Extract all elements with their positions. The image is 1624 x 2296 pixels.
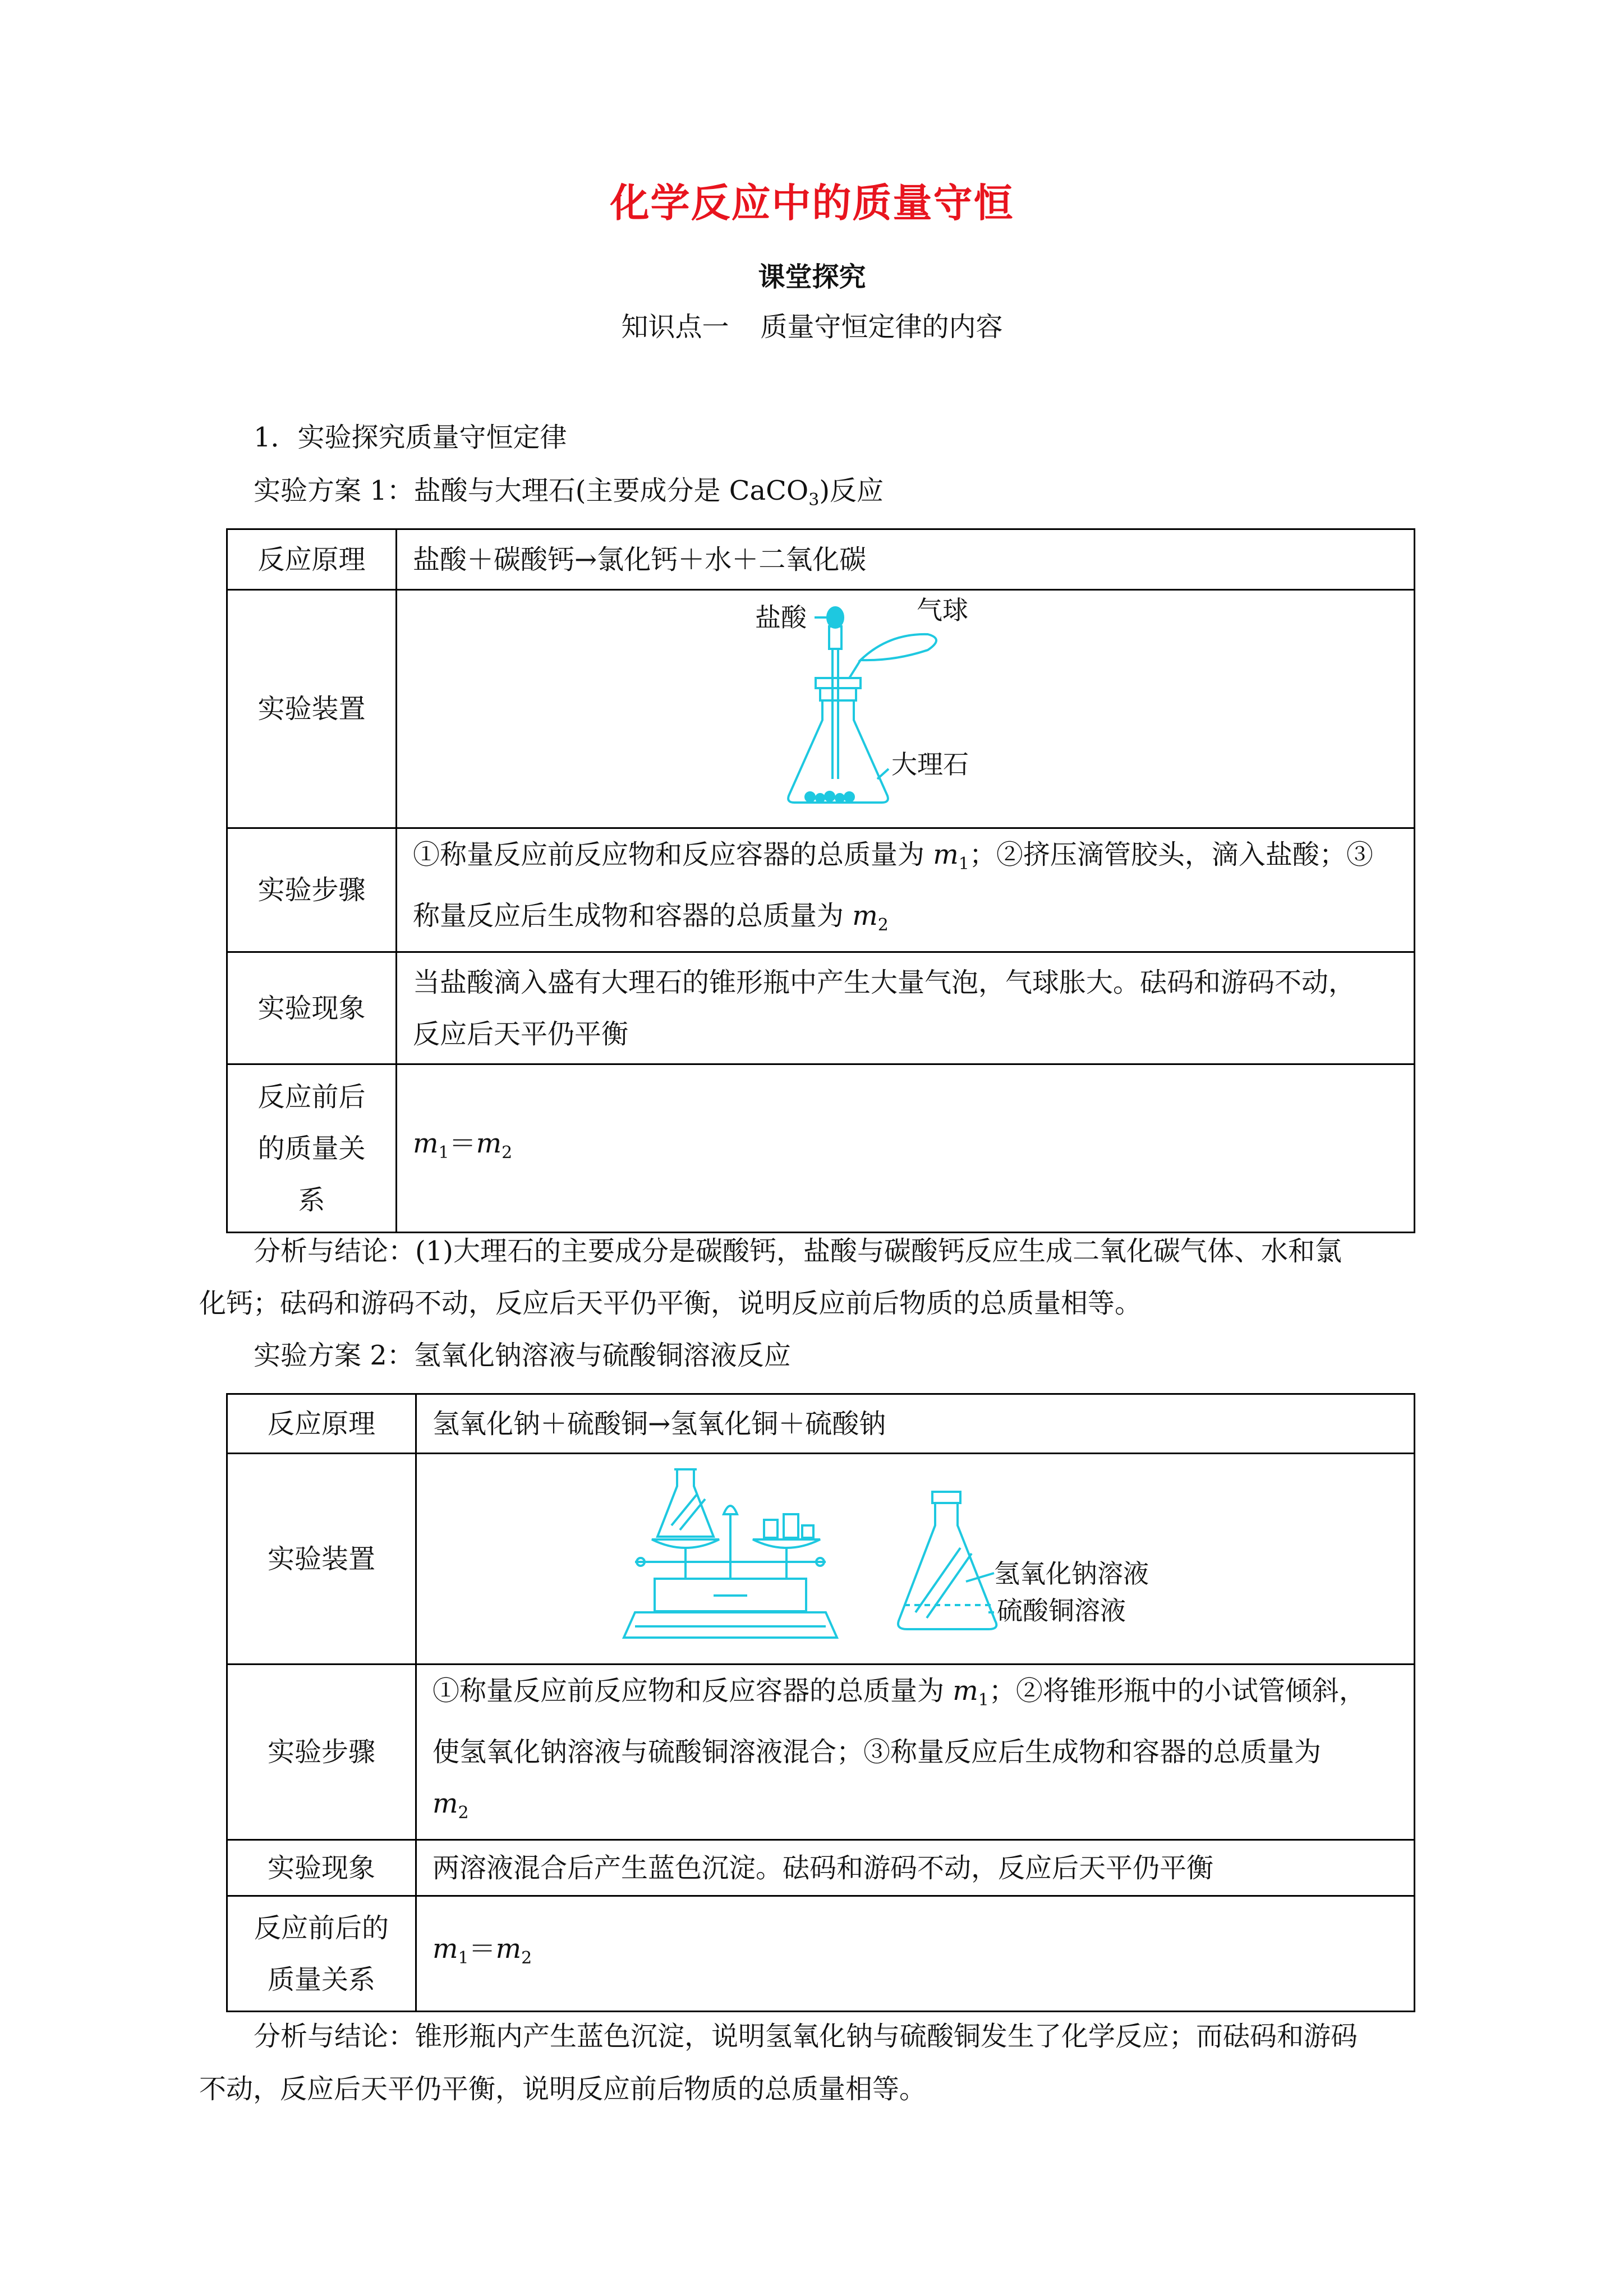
scheme2-table (226, 1393, 1415, 2012)
relation-equation: $m_1=m_2$ (397, 1064, 1415, 1233)
steps-text: ①称量反应前反应物和反应容器的总质量为 $m_1$；②挤压滴管胶头，滴入盐酸；③ 称量反应后生成物和容器的总质量为 $m_2$ (397, 828, 1415, 952)
table-row (227, 529, 1415, 590)
scheme1-table (226, 528, 1415, 1233)
row-label-relation: 反应前后 的质量关 系 (227, 1064, 397, 1233)
scheme1-analysis-line1: 分析与结论：(1)大理石的主要成分是碳酸钙，盐酸与碳酸钙反应生成二氧化碳气体、水和氯 (254, 1235, 1342, 1267)
table-row (227, 1454, 1415, 1665)
label-marble: 大理石 (891, 750, 969, 779)
scheme2-intro: 实验方案 2：氢氧化钠溶液与硫酸铜溶液反应 (254, 1340, 791, 1371)
relation-equation: $m_1=m_2$ (416, 1896, 1415, 2012)
knowledge-point-label: 知识点一 (621, 311, 729, 343)
label-hcl: 盐酸 (755, 603, 807, 632)
scheme1-intro-subscript: 3 (808, 490, 820, 510)
table-row (227, 1665, 1415, 1840)
scheme1-analysis-line2: 化钙；砝码和游码不动，反应后天平仍平衡，说明反应前后物质的总质量相等。 (199, 1288, 1142, 1319)
scheme1-intro-text: 实验方案 1：盐酸与大理石(主要成分是 CaCO (254, 475, 809, 506)
row-label-steps: 实验步骤 (227, 1665, 416, 1840)
table-row (227, 952, 1415, 1064)
heading-1: 1．实验探究质量守恒定律 (254, 422, 567, 453)
flask-balloon-apparatus-figure (748, 594, 1062, 824)
label-naoh: 氢氧化钠溶液 (993, 1559, 1149, 1588)
scheme2-analysis-line2: 不动，反应后天平仍平衡，说明反应前后物质的总质量相等。 (199, 2073, 927, 2105)
phenomenon-text: 当盐酸滴入盛有大理石的锥形瓶中产生大量气泡，气球胀大。砝码和游码不动， 反应后天平仍平衡 (397, 952, 1415, 1064)
scheme1-intro-suffix: )反应 (819, 475, 884, 506)
apparatus-cell (416, 1454, 1415, 1665)
row-label-steps: 实验步骤 (227, 828, 397, 952)
principle-text: 氢氧化钠＋硫酸铜→氢氧化铜＋硫酸钠 (416, 1394, 1415, 1454)
row-label-phenomenon: 实验现象 (227, 1840, 416, 1896)
scheme1-intro (254, 465, 884, 525)
row-label-principle: 反应原理 (227, 1394, 416, 1454)
row-label-relation: 反应前后的 质量关系 (227, 1896, 416, 2012)
table-row (227, 828, 1415, 952)
table-row (227, 1394, 1415, 1454)
dropper-bulb-shape (827, 607, 843, 628)
page-title: 化学反应中的质量守恒 (610, 180, 1014, 226)
table-row (227, 1064, 1415, 1233)
label-cuso4: 硫酸铜溶液 (996, 1596, 1126, 1625)
row-label-phenomenon: 实验现象 (227, 952, 397, 1064)
apparatus-cell (397, 590, 1415, 828)
balance-flask-apparatus-figure (601, 1458, 1230, 1660)
row-label-principle: 反应原理 (227, 529, 397, 590)
table-row (227, 590, 1415, 828)
label-balloon: 气球 (917, 596, 968, 625)
scheme2-analysis-line1: 分析与结论：锥形瓶内产生蓝色沉淀，说明氢氧化钠与硫酸铜发生了化学反应；而砝码和游码 (254, 2021, 1358, 2052)
steps-text: ①称量反应前反应物和反应容器的总质量为 $m_1$；②将锥形瓶中的小试管倾斜， 使氢氧化钠溶液与硫酸铜溶液混合；③称量反应后生成物和容器的总质量为 $m_2$ (416, 1665, 1415, 1840)
principle-text: 盐酸＋碳酸钙→氯化钙＋水＋二氧化碳 (397, 529, 1415, 590)
table-row (227, 1840, 1415, 1896)
knowledge-point-text: 质量守恒定律的内容 (760, 311, 1003, 343)
phenomenon-text: 两溶液混合后产生蓝色沉淀。砝码和游码不动，反应后天平仍平衡 (416, 1840, 1415, 1896)
knowledge-point-heading (0, 305, 1624, 344)
row-label-apparatus: 实验装置 (227, 1454, 416, 1665)
row-label-apparatus: 实验装置 (227, 590, 397, 828)
table-row (227, 1896, 1415, 2012)
section-subtitle: 课堂探究 (758, 261, 866, 293)
